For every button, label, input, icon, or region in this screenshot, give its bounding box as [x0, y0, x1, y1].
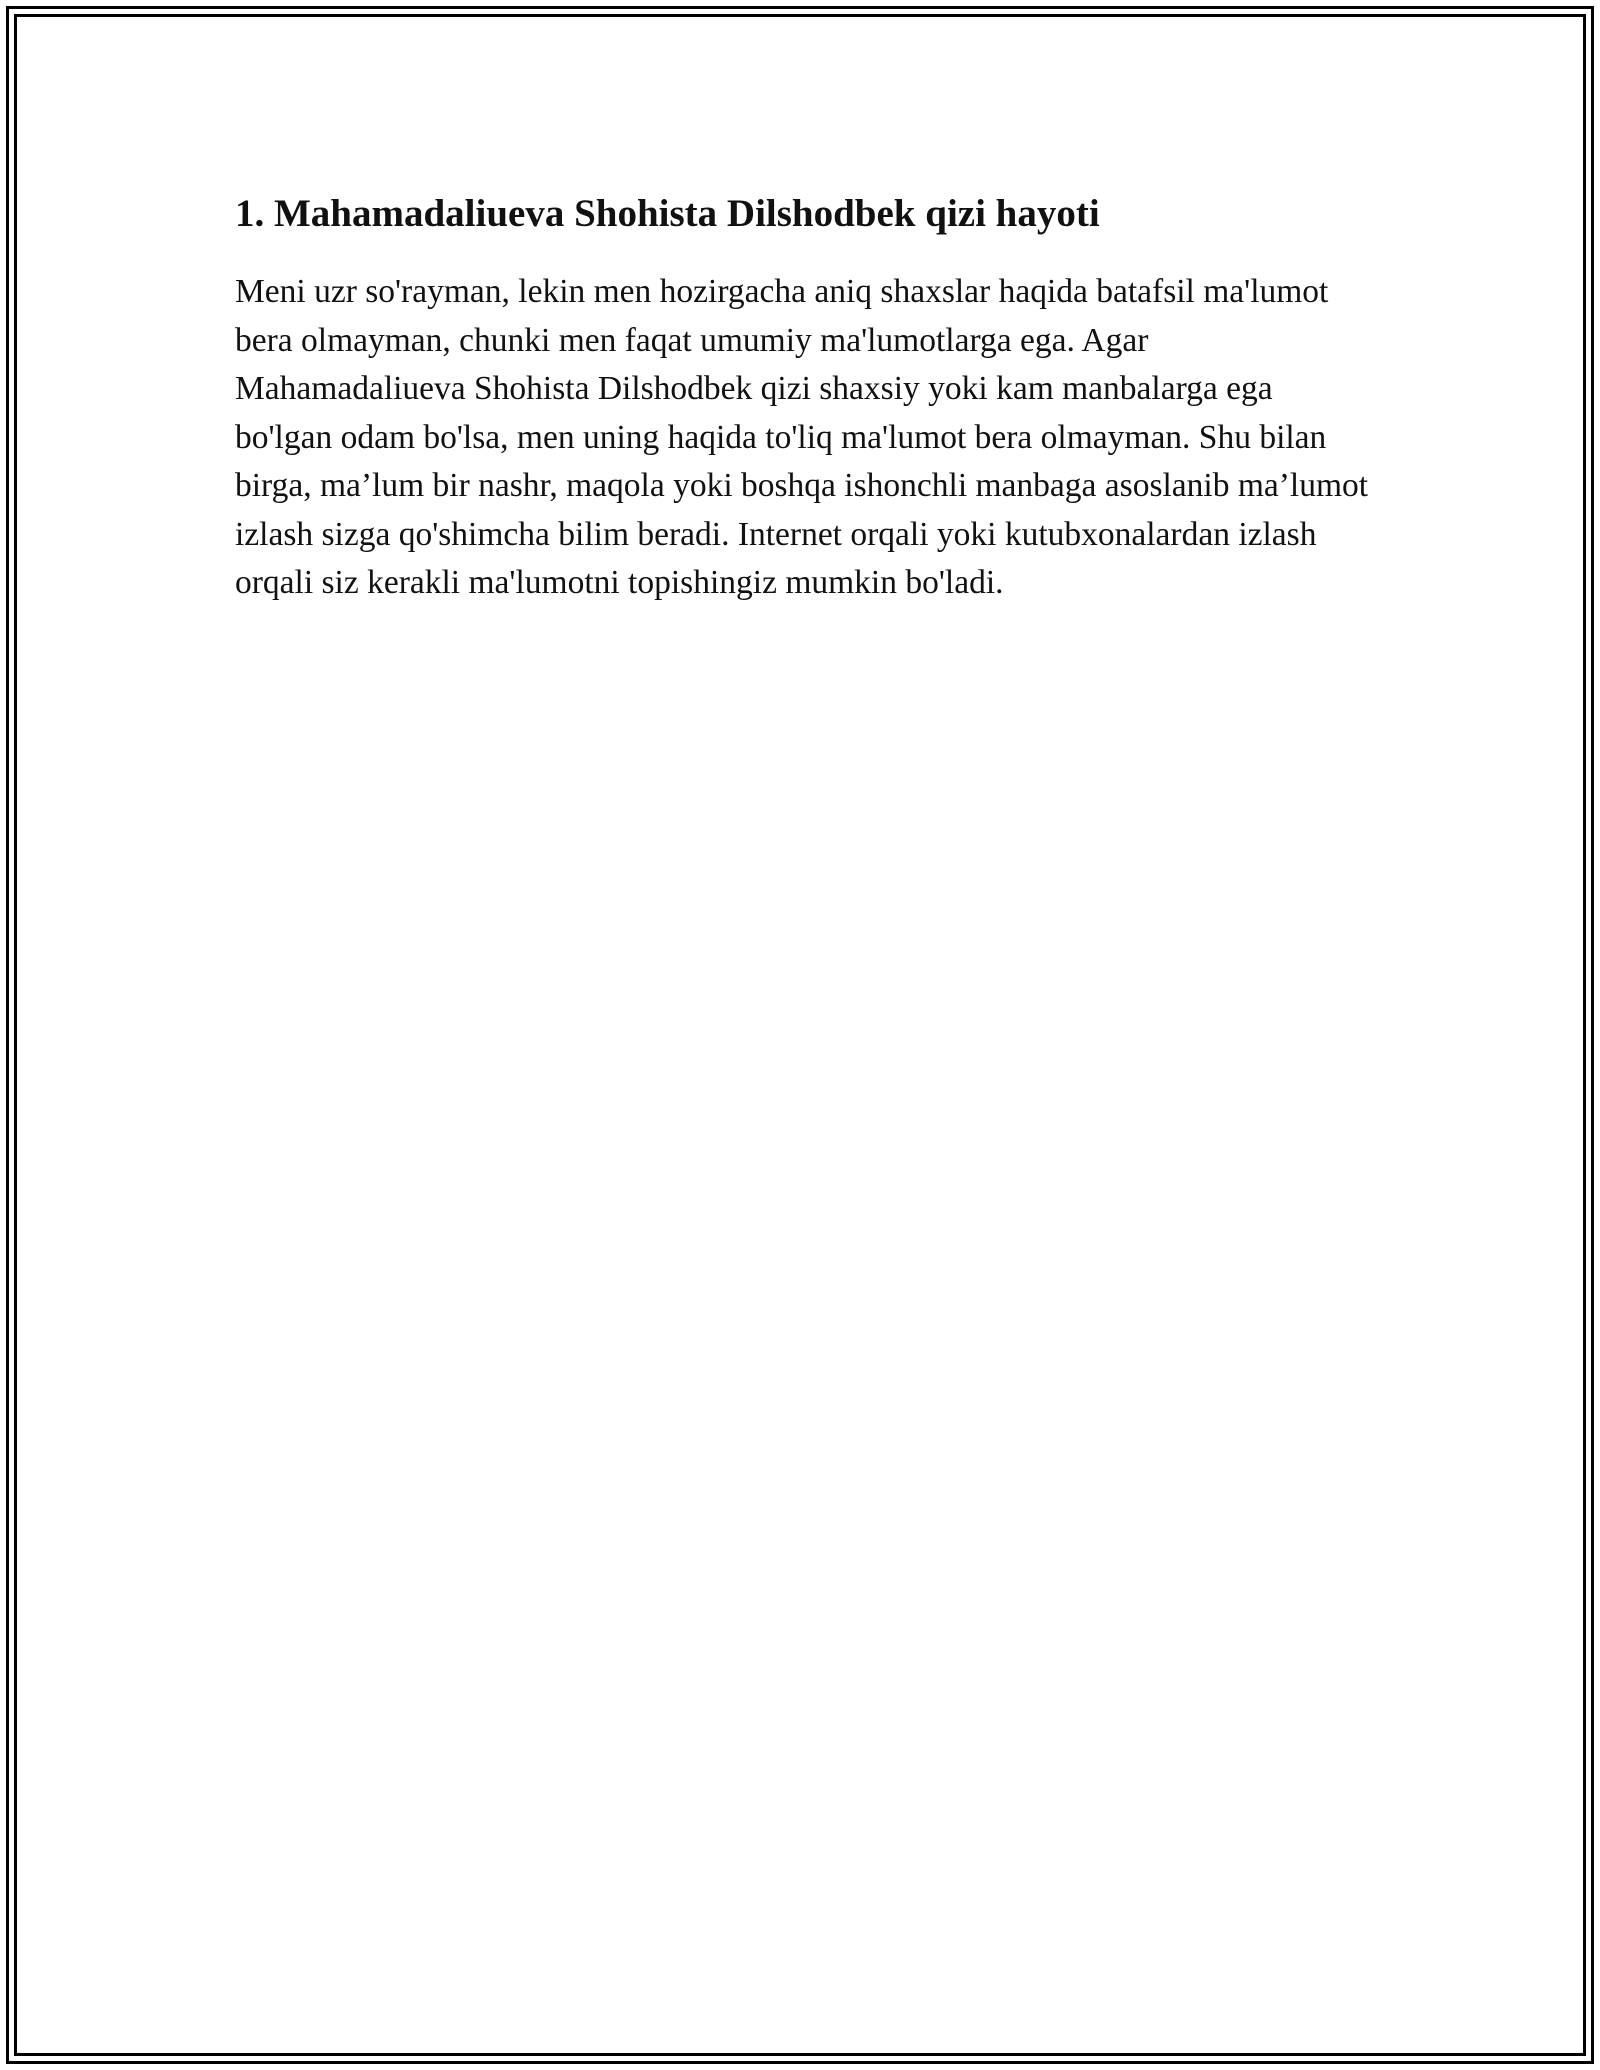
section-paragraph: Meni uzr so'rayman, lekin men hozirgacha aniq shaxslar haqida batafsil ma'lumot bera olmayman, chunki men faqat umumiy ma'lumotlarga ega. Agar Mahamadaliueva Shohista Dilshodbek qizi shaxsiy yoki kam manbalarga ega bo'lgan odam bo'lsa, men uning haqida to'liq ma'lumot bera olmayman. Shu bilan birga, ma’lum bir nashr, maqola yoki boshqa ishonchli manbaga asoslanib ma’lumot izlash sizga qo'shimcha bilim beradi. Internet orqali yoki kutubxonalardan izlash orqali siz kerakli ma'lumotni topishingiz mumkin bo'ladi. [235, 273, 1369, 601]
section-heading: 1. Mahamadaliueva Shohista Dilshodbek qizi hayoti [235, 192, 1100, 235]
document-body [235, 188, 1375, 608]
